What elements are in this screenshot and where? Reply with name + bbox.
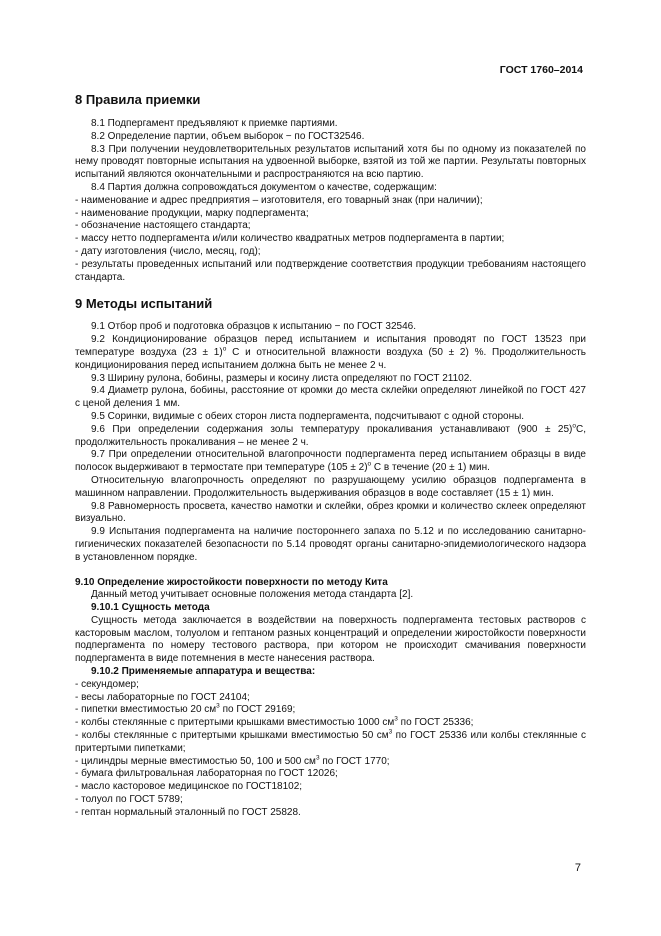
section-9-title: 9 Методы испытаний — [75, 296, 213, 312]
list-item: - наименование продукции, марку подпергамента; — [75, 207, 309, 219]
paragraph-8-2: 8.2 Определение партии, объем выборок − по ГОСТ32546. — [91, 130, 365, 142]
list-item: - весы лабораторные по ГОСТ 24104; — [75, 691, 250, 703]
paragraph-9-9: 9.9 Испытания подпергамента на наличие постороннего запаха по 5.12 и по исследованию санитарно-гигиенических показателей безопасности по 5.14 проводят органы санитарно-эпидемиологического надзора в установленном порядке. — [75, 526, 586, 563]
list-item: - дату изготовления (число, месяц, год); — [75, 245, 261, 257]
list-item: - толуол по ГОСТ 5789; — [75, 794, 183, 806]
list-item: - бумага фильтровальная лабораторная по ГОСТ 12026; — [75, 768, 338, 780]
subsection-9-10-1-heading: 9.10.1 Сущность метода — [91, 602, 210, 614]
list-item: - цилиндры мерные вместимостью 50, 100 и 500 $см^3$ по ГОСТ 1770; — [75, 754, 390, 767]
paragraph-9-5: 9.5 Соринки, видимые с обеих сторон листа подпергамента, подсчитывают с одной стороны. — [91, 410, 525, 422]
page-content — [75, 92, 586, 820]
spacer — [75, 565, 586, 577]
list-item: - обозначение настоящего стандарта; — [75, 220, 251, 232]
subsection-9-10-heading: 9.10 Определение жиростойкости поверхности по методу Кита — [75, 576, 388, 588]
subsection-9-10-2-heading: 9.10.2 Применяемые аппаратура и вещества: — [91, 666, 316, 678]
paragraph-9-10-intro: Данный метод учитывает основные положения метода стандарта [2]. — [91, 589, 414, 601]
list-item: - колбы стеклянные с притертыми крышками вместимостью 1000 $см^3$ по ГОСТ 25336; — [75, 715, 474, 729]
standard-header: ГОСТ 1760–2014 — [499, 64, 583, 76]
list-item: - пипетки вместимостью 20 $см^3$ по ГОСТ 29169; — [75, 703, 296, 716]
paragraph-9-6: 9.6 При определении содержания золы температуру прокаливания устанавливают $(900 \pm 25)^оС$, продолжительность прокаливания – не менее 2 ч. — [75, 422, 586, 448]
list-item: - массу нетто подпергамента и/или количество квадратных метров подпергамента в партии; — [75, 233, 505, 245]
paragraph-9-7: 9.7 При определении относительной влагопрочности подпергамента перед испытанием образцы в виде полосок выдерживают в термостате при температуре $(105 \pm 2)^о$ С в течение (20 ± 1) мин. — [75, 449, 586, 474]
paragraph-9-2: 9.2 Кондиционирование образцов перед испытанием и испытания проводят по ГОСТ 13523 при температуре воздуха $(23 \pm 1)^о$ С и относительной влажности воздуха (50 ± 2) %. Продолжительность кондиционирования перед испытанием должна быть не менее 2 ч. — [75, 334, 586, 371]
paragraph-8-3: 8.3 При получении неудовлетворительных результатов испытаний хотя бы по одному из показателей по нему проводят повторные испытания на удвоенной выборке, взятой из той же партии. Результаты повторных испытаний являются окончательными и распространяются на всю партию. — [75, 143, 586, 181]
paragraph-8-1: 8.1 Подпергамент предъявляют к приемке партиями. — [91, 118, 338, 129]
list-item: - наименование и адрес предприятия – изготовителя, его товарный знак (при наличии); — [75, 194, 483, 206]
paragraph-9-4: 9.4 Диаметр рулона, бобины, расстояние от кромки до места склейки определяют линейкой по ГОСТ 427 с ценой деления 1 мм. — [75, 385, 586, 410]
paragraph-8-4: 8.4 Партия должна сопровождаться документом о качестве, содержащим: — [91, 181, 437, 193]
paragraph-9-8: 9.8 Равномерность просвета, качество намотки и склейки, обрез кромки и количество склеек определяют визуально. — [75, 500, 586, 525]
list-item: - колбы стеклянные с притертыми крышками вместимостью 50 $см^3$ по ГОСТ 25336 или колбы стеклянные с притертыми пипетками; — [75, 728, 586, 754]
paragraph-9-1: 9.1 Отбор проб и подготовка образцов к испытанию − по ГОСТ 32546. — [91, 321, 416, 333]
page-number: 7 — [574, 862, 581, 874]
paragraph-9-7-continued: Относительную влагопрочность определяют по разрушающему усилию образцов подпергамента в машинном направлении. Продолжительность выдерживания образцов в воде составляет (15 ± 1) мин. — [75, 474, 586, 499]
list-item: - гептан нормальный эталонный по ГОСТ 25828. — [75, 806, 301, 818]
paragraph-9-3: 9.3 Ширину рулона, бобины, размеры и косину листа определяют по ГОСТ 21102. — [91, 372, 473, 384]
list-item: - результаты проведенных испытаний или подтверждение соответствия продукции требованиям настоящего стандарта. — [75, 258, 586, 283]
paragraph-9-10-1: Сущность метода заключается в воздействии на поверхность подпергамента тестовых растворов с касторовым маслом, толуолом и гептаном разных концентраций и определении жиростойкости поверхности подпергамента по номеру тестового раствора, при котором не происходит смачивания поверхности подпергамента в виде потемнения в месте нанесения раствора. — [75, 614, 586, 665]
list-item: - масло касторовое медицинское по ГОСТ18102; — [75, 781, 303, 793]
section-8-title: 8 Правила приемки — [75, 92, 201, 107]
list-item: - секундомер; — [75, 678, 139, 690]
